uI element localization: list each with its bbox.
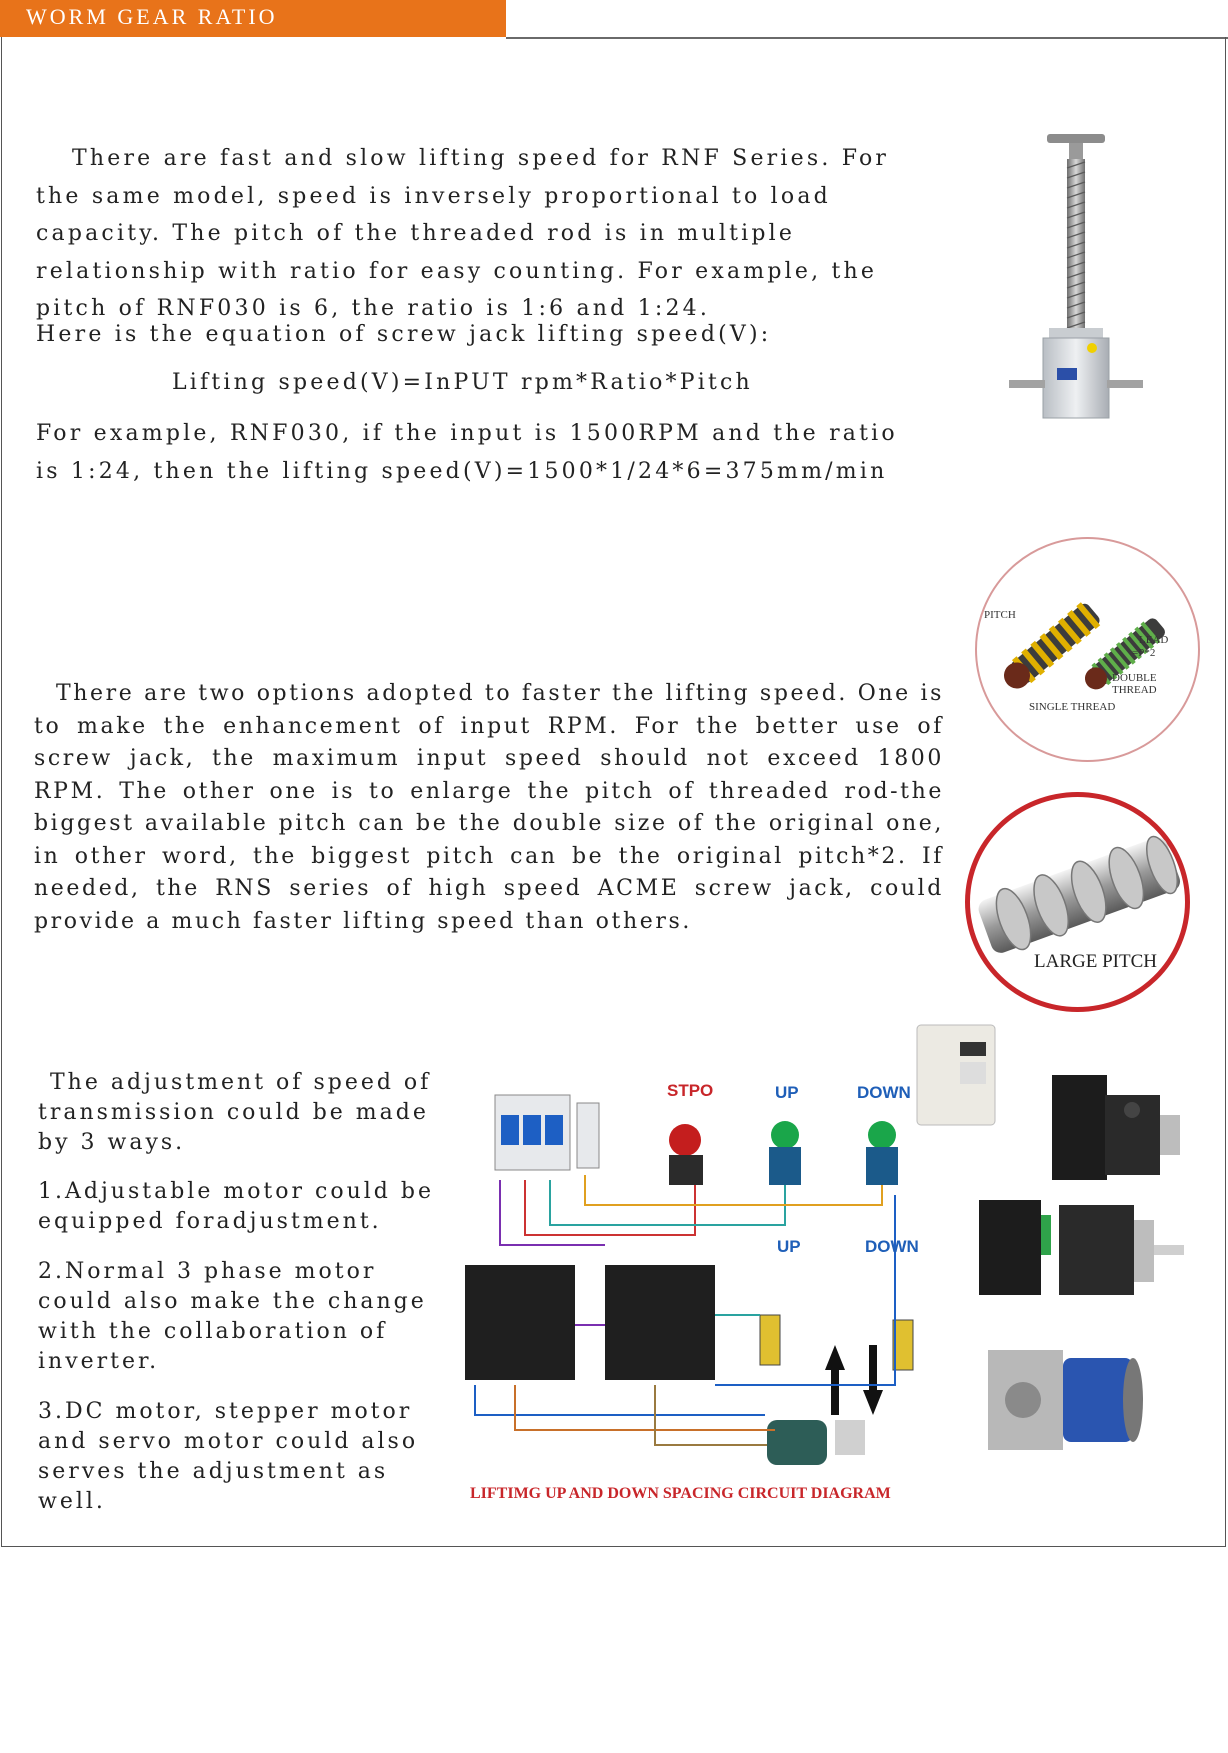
circuit-wiring <box>455 1085 930 1485</box>
circuit-diagram <box>455 1081 930 1485</box>
up-label-top: UP <box>775 1083 799 1102</box>
pitch-thread-diagram <box>975 537 1200 762</box>
large-pitch-label: LARGE PITCH <box>1034 951 1157 972</box>
single-thread-label: SINGLE THREAD <box>1029 701 1116 713</box>
large-pitch-image <box>965 792 1190 1012</box>
up-label-bottom: UP <box>777 1237 801 1256</box>
stop-label: STPO <box>667 1081 714 1100</box>
adjustment-item-1: 1.Adjustable motor could be equipped foradjustment. <box>38 1179 434 1234</box>
lead-value: =P*2 <box>1132 647 1156 659</box>
stepper-motor-image <box>977 1195 1207 1305</box>
thread-illustration <box>977 539 1198 760</box>
double-thread-label: DOUBLE THREAD <box>1112 672 1157 696</box>
faster-speed-paragraph: There are two options adopted to faster the lifting speed. One is to make the enhancement of input RPM. For the better use of screw jack, the maximum input speed should not exceed 1800 RPM. The other one is to enlarge the pitch of threaded rod-the biggest available pitch can be the double size of the original one, in other word, the biggest pitch can be the original pitch*2. If needed, the RNS series of high speed ACME screw jack, could provide a much faster lifting speed than others. <box>34 681 944 934</box>
lifting-speed-paragraph: There are fast and slow lifting speed for RNF Series. For the same model, speed is inversely proportional to load capacity. The pitch of the threaded rod is in multiple relationship with ratio for easy counting. For example, the pitch of RNF030 is 6, the ratio is 1:6 and 1:24. <box>36 146 890 321</box>
dc-motor-image <box>983 1340 1143 1460</box>
adjustment-item-2: 2.Normal 3 phase motor could also make the change with the collaboration of inverter. <box>38 1259 427 1374</box>
pitch-label: PITCH <box>984 609 1016 621</box>
servo-motor-image <box>1050 1070 1190 1185</box>
screw-jack-image <box>1005 128 1145 423</box>
page-title: WORM GEAR RATIO <box>26 4 278 29</box>
circuit-caption: LIFTIMG UP AND DOWN SPACING CIRCUIT DIAGRAM <box>470 1485 891 1502</box>
lifting-speed-equation: Lifting speed(V)=InPUT rpm*Ratio*Pitch <box>172 370 753 395</box>
down-label-bottom: DOWN <box>865 1237 919 1256</box>
adjustment-intro: The adjustment of speed of transmission could be made by 3 ways. <box>38 1070 432 1155</box>
adjustment-item-3: 3.DC motor, stepper motor and servo motor could also serves the adjustment as well. <box>38 1399 419 1514</box>
down-label-top: DOWN <box>857 1083 911 1102</box>
header-bar <box>0 0 506 37</box>
equation-intro: Here is the equation of screw jack lifting speed(V): <box>36 322 772 347</box>
lead-label: LEAD <box>1139 634 1169 646</box>
inverter-image <box>912 1020 1002 1130</box>
large-pitch-rod-icon <box>970 797 1185 1007</box>
equation-example: For example, RNF030, if the input is 1500RPM and the ratio is 1:24, then the lifting speed(V)=1500*1/24*6=375mm/min <box>36 421 898 484</box>
